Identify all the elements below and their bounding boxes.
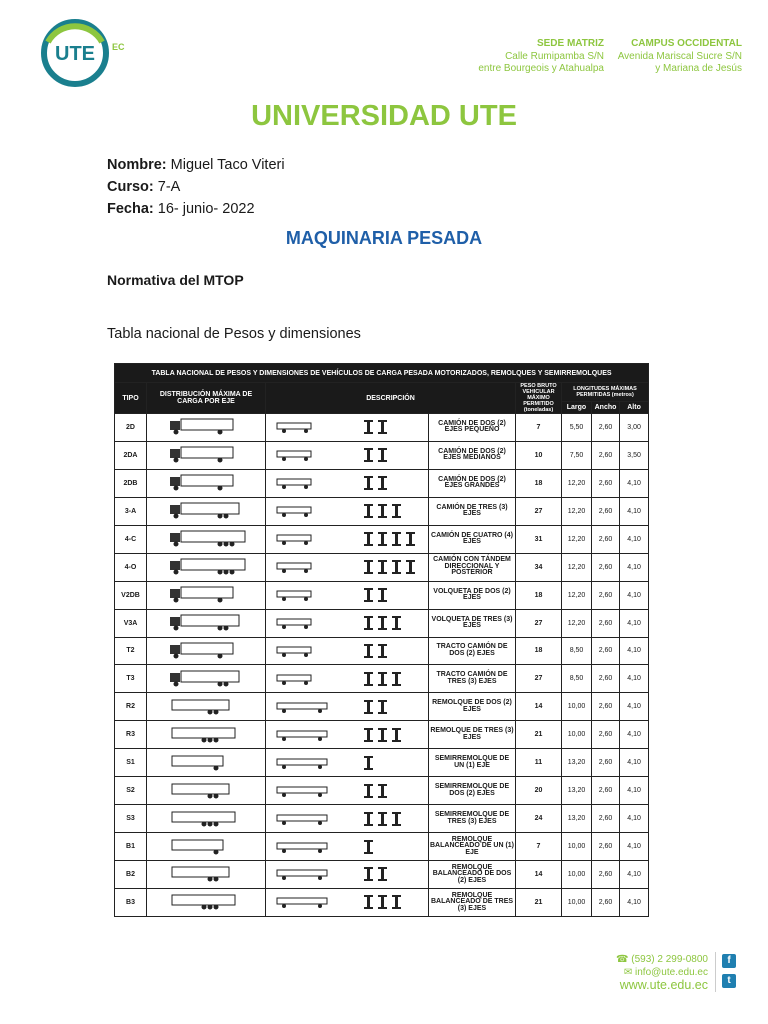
cell-alto: 3,00	[620, 414, 649, 442]
cell-tipo: S3	[115, 805, 147, 833]
cell-largo: 12,20	[562, 581, 592, 609]
cell-alto: 4,10	[620, 637, 649, 665]
cell-peso: 21	[516, 721, 562, 749]
cell-peso: 34	[516, 553, 562, 581]
sede-line1: Calle Rumipamba S/N	[505, 50, 604, 62]
cell-tipo: 4-O	[115, 553, 147, 581]
cell-alto: 4,10	[620, 777, 649, 805]
cell-largo: 12,20	[562, 609, 592, 637]
cell-ancho: 2,60	[592, 888, 620, 916]
cell-distribucion-drawing	[147, 609, 266, 637]
cell-clase: SEMIRREMOLQUE DE TRES (3) EJES	[429, 805, 516, 833]
cell-alto: 4,10	[620, 888, 649, 916]
cell-peso: 11	[516, 749, 562, 777]
cell-peso: 18	[516, 469, 562, 497]
cell-descripcion-drawing	[266, 469, 429, 497]
cell-peso: 27	[516, 609, 562, 637]
cell-largo: 7,50	[562, 441, 592, 469]
cell-distribucion-drawing	[147, 833, 266, 861]
cell-clase: VOLQUETA DE DOS (2) EJES	[429, 581, 516, 609]
footer-divider	[715, 952, 716, 992]
cell-descripcion-drawing	[266, 665, 429, 693]
table-row	[115, 805, 649, 833]
campus-line1: Avenida Mariscal Sucre S/N	[617, 50, 742, 62]
cell-clase: REMOLQUE DE DOS (2) EJES	[429, 693, 516, 721]
sede-title: SEDE MATRIZ	[536, 38, 604, 49]
cell-peso: 7	[516, 414, 562, 442]
table-row	[115, 441, 649, 469]
cell-alto: 4,10	[620, 805, 649, 833]
cell-distribucion-drawing	[147, 888, 266, 916]
col-ancho: Ancho	[592, 401, 620, 413]
footer-email: ✉ info@ute.edu.ec	[623, 967, 708, 978]
table-row	[115, 414, 649, 442]
cell-descripcion-drawing	[266, 861, 429, 889]
cell-tipo: S1	[115, 749, 147, 777]
cell-distribucion-drawing	[147, 469, 266, 497]
cell-alto: 4,10	[620, 665, 649, 693]
cell-alto: 4,10	[620, 609, 649, 637]
campus-title: CAMPUS OCCIDENTAL	[631, 38, 742, 49]
cell-tipo: T3	[115, 665, 147, 693]
university-title: UNIVERSIDAD UTE	[251, 100, 517, 132]
cell-descripcion-drawing	[266, 414, 429, 442]
table-row	[115, 693, 649, 721]
cell-clase: CAMIÓN DE DOS (2) EJES MEDIANOS	[429, 441, 516, 469]
cell-tipo: V3A	[115, 609, 147, 637]
col-largo: Largo	[562, 401, 592, 413]
cell-descripcion-drawing	[266, 777, 429, 805]
table-row	[115, 721, 649, 749]
cell-tipo: B3	[115, 888, 147, 916]
cell-tipo: 2D	[115, 414, 147, 442]
col-longitudes: LONGITUDES MÁXIMAS PERMITIDAS (metros)	[562, 383, 649, 402]
cell-distribucion-drawing	[147, 777, 266, 805]
cell-alto: 3,50	[620, 441, 649, 469]
student-course: 7-A	[157, 179, 181, 195]
cell-largo: 12,20	[562, 525, 592, 553]
cell-alto: 4,10	[620, 469, 649, 497]
cell-ancho: 2,60	[592, 665, 620, 693]
cell-distribucion-drawing	[147, 861, 266, 889]
table-row	[115, 888, 649, 916]
col-alto: Alto	[620, 401, 649, 413]
logo-text: UTE	[55, 43, 95, 65]
cell-largo: 10,00	[562, 833, 592, 861]
name-label: Nombre:	[107, 157, 167, 173]
cell-clase: REMOLQUE BALANCEADO DE DOS (2) EJES	[429, 861, 516, 889]
cell-clase: TRACTO CAMIÓN DE DOS (2) EJES	[429, 637, 516, 665]
cell-ancho: 2,60	[592, 693, 620, 721]
cell-alto: 4,10	[620, 525, 649, 553]
col-peso: PESO BRUTO VEHICULAR MÁXIMO PERMITIDO (toneladas)	[516, 383, 562, 414]
table-row	[115, 749, 649, 777]
cell-ancho: 2,60	[592, 497, 620, 525]
cell-descripcion-drawing	[266, 525, 429, 553]
table-row	[115, 833, 649, 861]
cell-peso: 18	[516, 637, 562, 665]
twitter-icon[interactable]: t	[722, 974, 736, 988]
cell-clase: CAMIÓN DE DOS (2) EJES PEQUEÑO	[429, 414, 516, 442]
cell-distribucion-drawing	[147, 497, 266, 525]
table-row	[115, 637, 649, 665]
cell-alto: 4,10	[620, 861, 649, 889]
cell-clase: CAMIÓN DE CUATRO (4) EJES	[429, 525, 516, 553]
cell-largo: 8,50	[562, 665, 592, 693]
cell-descripcion-drawing	[266, 721, 429, 749]
cell-tipo: T2	[115, 637, 147, 665]
cell-descripcion-drawing	[266, 553, 429, 581]
cell-largo: 13,20	[562, 805, 592, 833]
cell-alto: 4,10	[620, 553, 649, 581]
footer-web[interactable]: www.ute.edu.ec	[619, 978, 708, 992]
header-campus-occidental	[618, 38, 742, 76]
section-heading: Normativa del MTOP	[107, 272, 244, 288]
cell-tipo: B2	[115, 861, 147, 889]
cell-largo: 13,20	[562, 777, 592, 805]
table-row	[115, 581, 649, 609]
cell-peso: 24	[516, 805, 562, 833]
course-label: Curso:	[107, 179, 154, 195]
table-row	[115, 497, 649, 525]
table-caption: Tabla nacional de Pesos y dimensiones	[107, 326, 361, 342]
cell-distribucion-drawing	[147, 637, 266, 665]
cell-ancho: 2,60	[592, 525, 620, 553]
cell-peso: 31	[516, 525, 562, 553]
cell-largo: 12,20	[562, 497, 592, 525]
cell-ancho: 2,60	[592, 861, 620, 889]
cell-tipo: 3-A	[115, 497, 147, 525]
cell-peso: 14	[516, 861, 562, 889]
cell-largo: 10,00	[562, 721, 592, 749]
subject-title: MAQUINARIA PESADA	[285, 228, 483, 248]
phone-icon: ☎	[616, 954, 632, 965]
table-row	[115, 777, 649, 805]
date-label: Fecha:	[107, 201, 154, 217]
facebook-icon[interactable]: f	[722, 954, 736, 968]
cell-ancho: 2,60	[592, 414, 620, 442]
cell-tipo: S2	[115, 777, 147, 805]
cell-largo: 5,50	[562, 414, 592, 442]
cell-tipo: V2DB	[115, 581, 147, 609]
table-row	[115, 861, 649, 889]
cell-clase: SEMIRREMOLQUE DE DOS (2) EJES	[429, 777, 516, 805]
cell-alto: 4,10	[620, 833, 649, 861]
cell-tipo: 2DB	[115, 469, 147, 497]
cell-peso: 14	[516, 693, 562, 721]
table-row	[115, 553, 649, 581]
cell-distribucion-drawing	[147, 525, 266, 553]
col-tipo: TIPO	[115, 383, 147, 414]
cell-ancho: 2,60	[592, 441, 620, 469]
cell-peso: 7	[516, 833, 562, 861]
cell-alto: 4,10	[620, 581, 649, 609]
cell-ancho: 2,60	[592, 609, 620, 637]
cell-clase: TRACTO CAMIÓN DE TRES (3) EJES	[429, 665, 516, 693]
cell-alto: 4,10	[620, 721, 649, 749]
cell-tipo: R3	[115, 721, 147, 749]
table-row	[115, 525, 649, 553]
ute-logo	[40, 18, 110, 88]
cell-distribucion-drawing	[147, 581, 266, 609]
cell-ancho: 2,60	[592, 833, 620, 861]
table-row	[115, 665, 649, 693]
cell-descripcion-drawing	[266, 581, 429, 609]
student-date: 16- junio- 2022	[157, 201, 255, 217]
cell-clase: CAMIÓN DE DOS (2) EJES GRANDES	[429, 469, 516, 497]
cell-largo: 12,20	[562, 553, 592, 581]
col-descripcion: DESCRIPCIÓN	[266, 383, 516, 414]
cell-peso: 20	[516, 777, 562, 805]
cell-distribucion-drawing	[147, 414, 266, 442]
cell-clase: CAMIÓN DE TRES (3) EJES	[429, 497, 516, 525]
cell-largo: 12,20	[562, 469, 592, 497]
cell-peso: 10	[516, 441, 562, 469]
cell-tipo: 2DA	[115, 441, 147, 469]
cell-tipo: B1	[115, 833, 147, 861]
cell-peso: 27	[516, 497, 562, 525]
cell-ancho: 2,60	[592, 637, 620, 665]
cell-descripcion-drawing	[266, 441, 429, 469]
table-header-title: TABLA NACIONAL DE PESOS Y DIMENSIONES DE VEHÍCULOS DE CARGA PESADA MOTORIZADOS, REMOLQUES Y SEMIRREMOLQUES	[115, 364, 649, 383]
cell-clase: CAMIÓN CON TÁNDEM DIRECCIONAL Y POSTERIOR	[429, 553, 516, 581]
cell-descripcion-drawing	[266, 693, 429, 721]
cell-distribucion-drawing	[147, 665, 266, 693]
table-row	[115, 609, 649, 637]
cell-descripcion-drawing	[266, 888, 429, 916]
cell-distribucion-drawing	[147, 805, 266, 833]
campus-line2: y Mariana de Jesús	[655, 63, 742, 74]
cell-descripcion-drawing	[266, 749, 429, 777]
cell-descripcion-drawing	[266, 805, 429, 833]
cell-descripcion-drawing	[266, 609, 429, 637]
cell-ancho: 2,60	[592, 749, 620, 777]
cell-ancho: 2,60	[592, 553, 620, 581]
cell-descripcion-drawing	[266, 637, 429, 665]
cell-largo: 13,20	[562, 749, 592, 777]
cell-alto: 4,10	[620, 497, 649, 525]
student-name: Miguel Taco Viteri	[170, 157, 285, 173]
footer-contact	[616, 953, 708, 992]
cell-tipo: R2	[115, 693, 147, 721]
cell-tipo: 4-C	[115, 525, 147, 553]
sede-line2: entre Bourgeois y Atahualpa	[478, 63, 604, 74]
cell-distribucion-drawing	[147, 693, 266, 721]
cell-ancho: 2,60	[592, 721, 620, 749]
cell-peso: 18	[516, 581, 562, 609]
cell-distribucion-drawing	[147, 553, 266, 581]
cell-clase: REMOLQUE DE TRES (3) EJES	[429, 721, 516, 749]
cell-distribucion-drawing	[147, 441, 266, 469]
cell-largo: 10,00	[562, 888, 592, 916]
col-distribucion: DISTRIBUCIÓN MÁXIMA DE CARGA POR EJE	[147, 383, 266, 414]
mail-icon: ✉	[623, 967, 636, 978]
cell-ancho: 2,60	[592, 581, 620, 609]
cell-distribucion-drawing	[147, 749, 266, 777]
cell-largo: 10,00	[562, 693, 592, 721]
cell-descripcion-drawing	[266, 497, 429, 525]
cell-alto: 4,10	[620, 693, 649, 721]
cell-largo: 10,00	[562, 861, 592, 889]
cell-peso: 27	[516, 665, 562, 693]
weights-table	[114, 363, 648, 916]
table-row	[115, 469, 649, 497]
cell-descripcion-drawing	[266, 833, 429, 861]
cell-ancho: 2,60	[592, 469, 620, 497]
cell-ancho: 2,60	[592, 805, 620, 833]
cell-distribucion-drawing	[147, 721, 266, 749]
cell-clase: REMOLQUE BALANCEADO DE TRES (3) EJES	[429, 888, 516, 916]
cell-clase: SEMIRREMOLQUE DE UN (1) EJE	[429, 749, 516, 777]
cell-alto: 4,10	[620, 749, 649, 777]
student-info	[107, 154, 285, 220]
cell-clase: VOLQUETA DE TRES (3) EJES	[429, 609, 516, 637]
cell-ancho: 2,60	[592, 777, 620, 805]
cell-peso: 21	[516, 888, 562, 916]
footer-phone: ☎ (593) 2 299-0800	[616, 954, 708, 965]
header-sede-matriz	[478, 38, 604, 76]
cell-largo: 8,50	[562, 637, 592, 665]
logo-suffix: EC	[112, 42, 125, 52]
cell-clase: REMOLQUE BALANCEADO DE UN (1) EJE	[429, 833, 516, 861]
